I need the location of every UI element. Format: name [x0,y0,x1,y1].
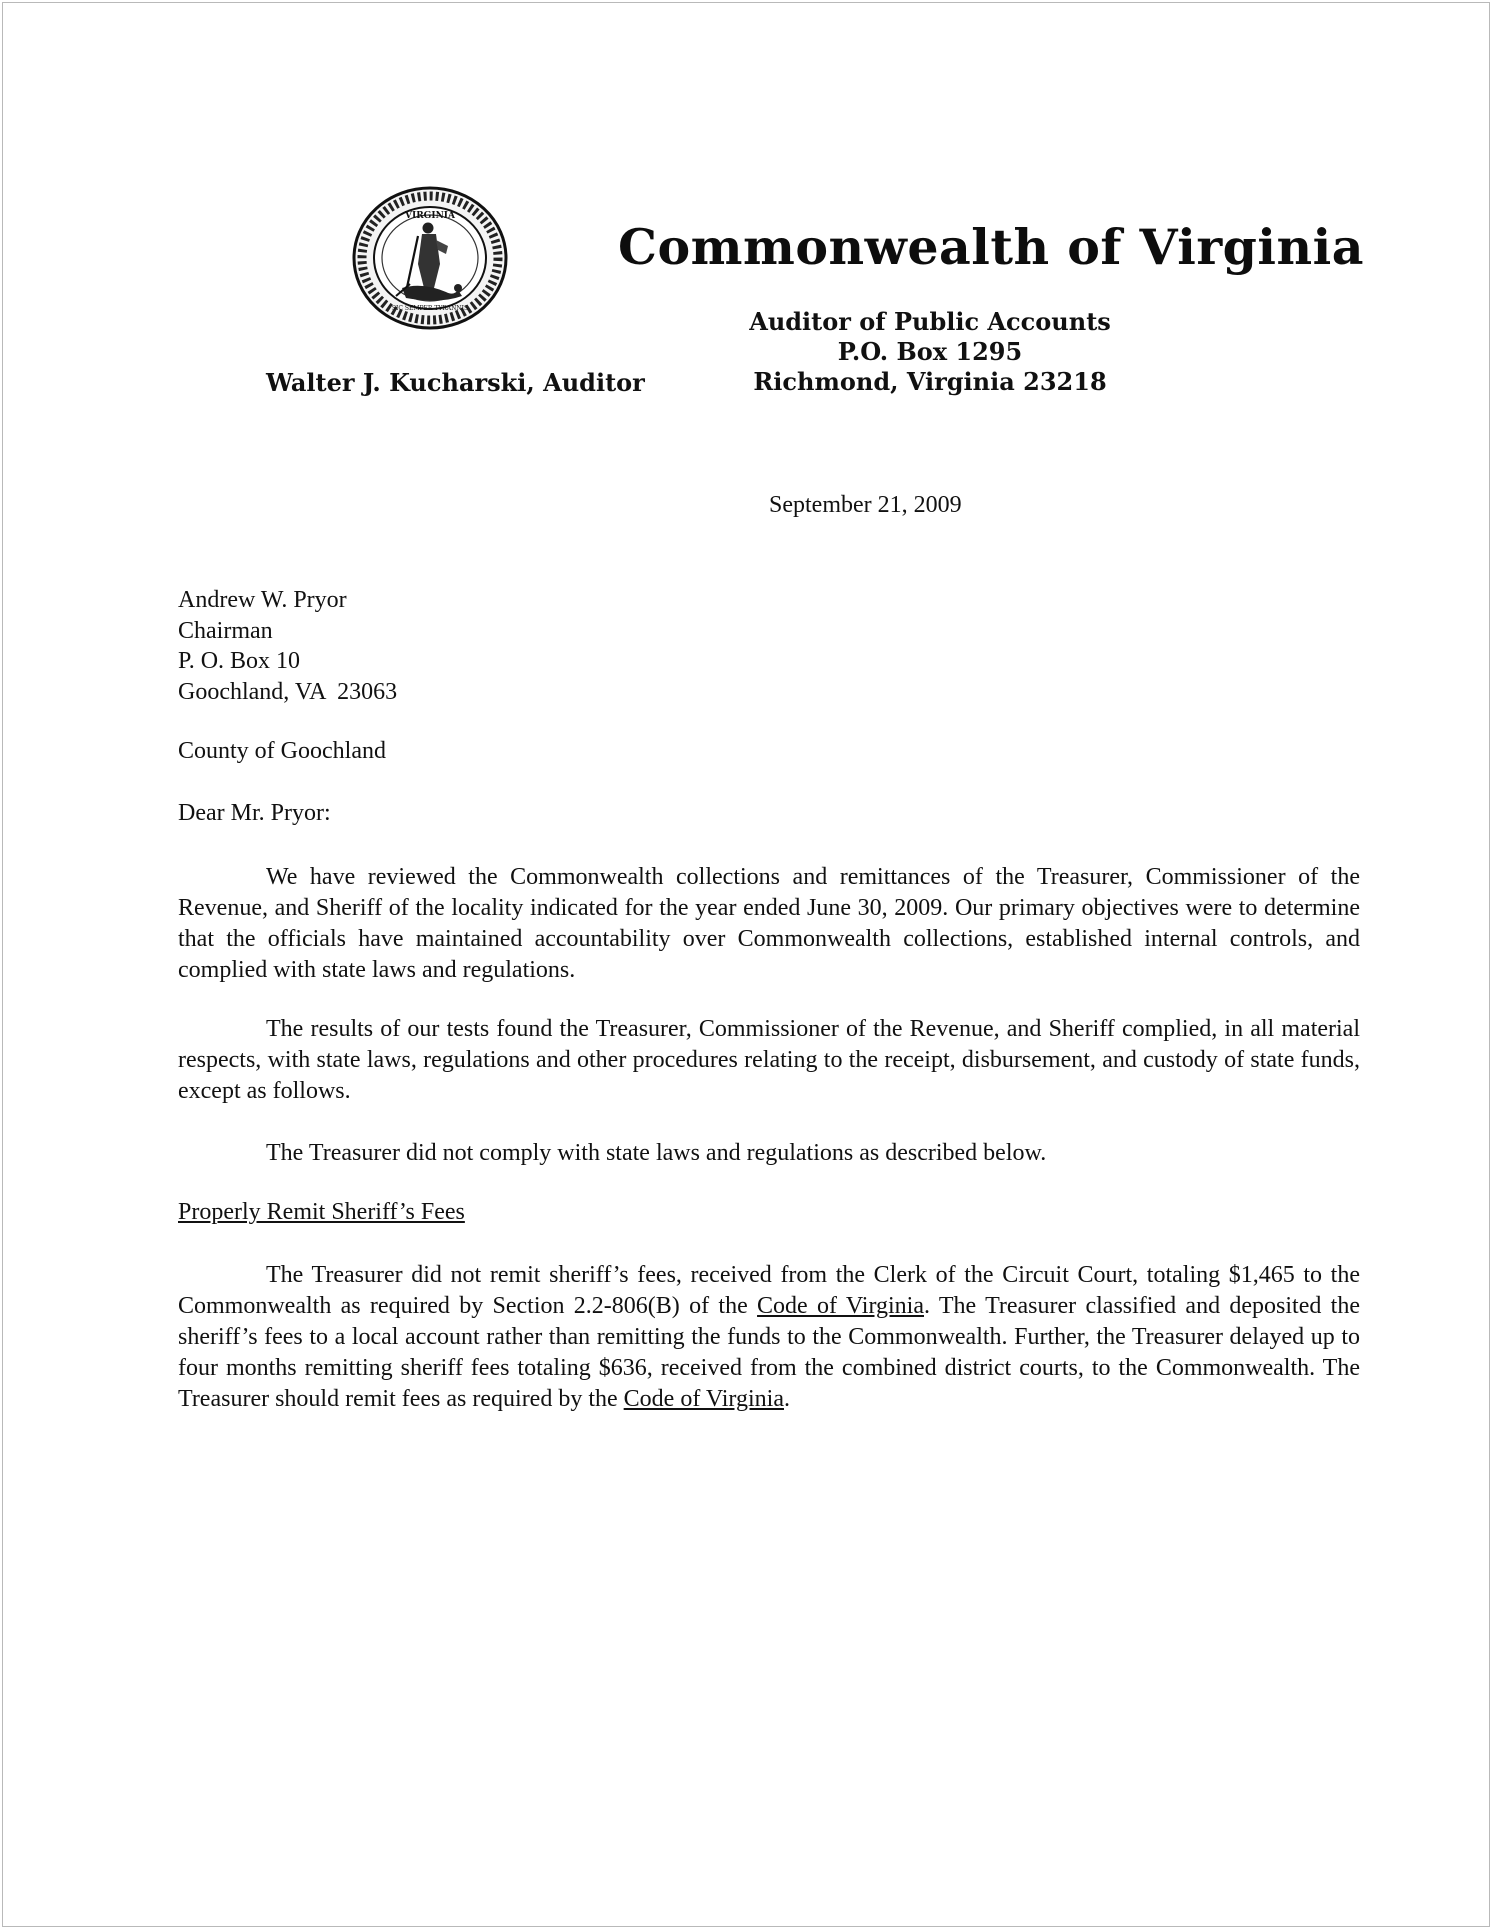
svg-text:SIC SEMPER TYRANNIS: SIC SEMPER TYRANNIS [391,305,469,312]
paragraph-finding-detail [178,1260,1360,1415]
recipient-name: Andrew W. Pryor [178,587,347,613]
code-of-virginia-reference-1: Code of Virginia [757,1293,924,1319]
finding-heading: Properly Remit Sheriff’s Fees [178,1199,465,1225]
recipient-block [178,585,397,707]
finding-text-part-3: . [783,1386,790,1412]
office-po-box: P.O. Box 1295 [837,337,1023,366]
virginia-state-seal-icon [350,184,510,332]
office-name: Auditor of Public Accounts [749,307,1111,336]
recipient-address-line-1: P. O. Box 10 [178,648,301,674]
finding-text-part-2: . The Treasurer classified and deposited the sheriff’s fees to a local account rather than remitting the funds to the Commonwealth. Further, the Treasurer delayed up to four months remitting sheriff fees totaling $636, received from the combined district courts, to the Commonwealth. The Treasurer should remit fees as required by the [178,1293,1360,1412]
paragraph-noncompliance: The Treasurer did not comply with state laws and regulations as described below. [266,1140,1047,1166]
paragraph-review-scope: We have reviewed the Commonwealth collections and remittances of the Treasurer, Commissioner of the Revenue, and Sheriff of the locality indicated for the year ended June 30, 2009. Our primary objectives were to determine that the officials have maintained accountability over Commonwealth collections, established internal controls, and complied with state laws and regulations. [178,864,1360,983]
finding-text-part-1: The Treasurer did not remit sheriff’s fees, received from the Clerk of the Circuit Court, totaling $1,465 to the Commonwealth as required by Section 2.2-806(B) of the [178,1262,1360,1319]
paragraph-test-results: The results of our tests found the Treasurer, Commissioner of the Revenue, and Sheriff complied, in all material respects, with state laws, regulations and other procedures relating to the receipt, disbursement, and custody of state funds, except as follows. [178,1016,1360,1104]
recipient-address-line-2: Goochland, VA 23063 [178,678,398,705]
masthead-title: Commonwealth of Virginia [618,218,1364,276]
salutation: Dear Mr. Pryor: [178,800,331,826]
recipient-title: Chairman [178,617,273,644]
office-address-block [740,307,1120,397]
letter-date: September 21, 2009 [769,492,962,518]
county-line: County of Goochland [178,738,386,764]
auditor-name: Walter J. Kucharski, Auditor [266,368,645,397]
svg-text:VIRGINIA: VIRGINIA [405,211,455,221]
office-city-line: Richmond, Virginia 23218 [753,367,1107,396]
code-of-virginia-reference-2: Code of Virginia [623,1386,784,1412]
